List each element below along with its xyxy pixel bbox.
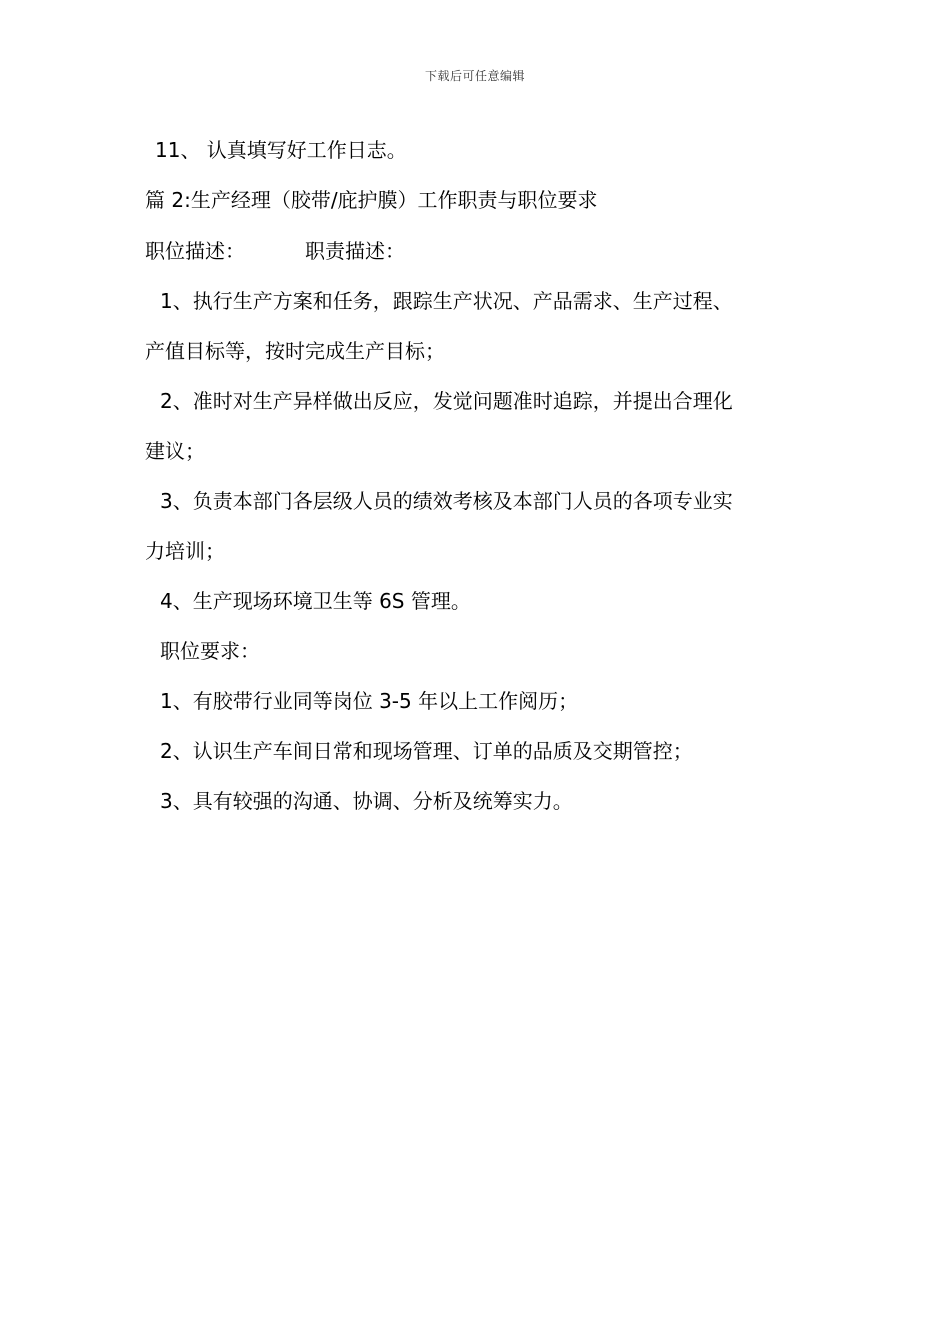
duty-4: 4、生产现场环境卫生等 6S 管理。 [160, 589, 471, 613]
duty-2-line-1: 2、准时对生产异样做出反应，发觉问题准时追踪，并提出合理化 [160, 389, 733, 413]
page-header: 下载后可任意编辑 [424, 69, 525, 83]
duty-2-line-2: 建议； [145, 439, 205, 463]
duty-description-label: 职责描述： [305, 239, 405, 263]
duty-3-line-2: 力培训； [145, 539, 225, 563]
requirement-2: 2、认识生产车间日常和现场管理、订单的品质及交期管控； [160, 739, 693, 763]
item-11: 11、 认真填写好工作日志。 [155, 138, 407, 162]
requirements-label: 职位要求： [160, 639, 260, 663]
requirement-1: 1、有胶带行业同等岗位 3-5 年以上工作阅历； [160, 689, 579, 713]
duty-1-line-2: 产值目标等，按时完成生产目标； [145, 339, 445, 363]
position-description-label: 职位描述： [145, 239, 245, 263]
duty-3-line-1: 3、负责本部门各层级人员的绩效考核及本部门人员的各项专业实 [160, 489, 733, 513]
section-title: 篇 2:生产经理（胶带/庇护膜）工作职责与职位要求 [145, 188, 598, 212]
requirement-3: 3、具有较强的沟通、协调、分析及统筹实力。 [160, 789, 573, 813]
description-labels-row [145, 237, 405, 265]
duty-1-line-1: 1、执行生产方案和任务，跟踪生产状况、产品需求、生产过程、 [160, 289, 733, 313]
